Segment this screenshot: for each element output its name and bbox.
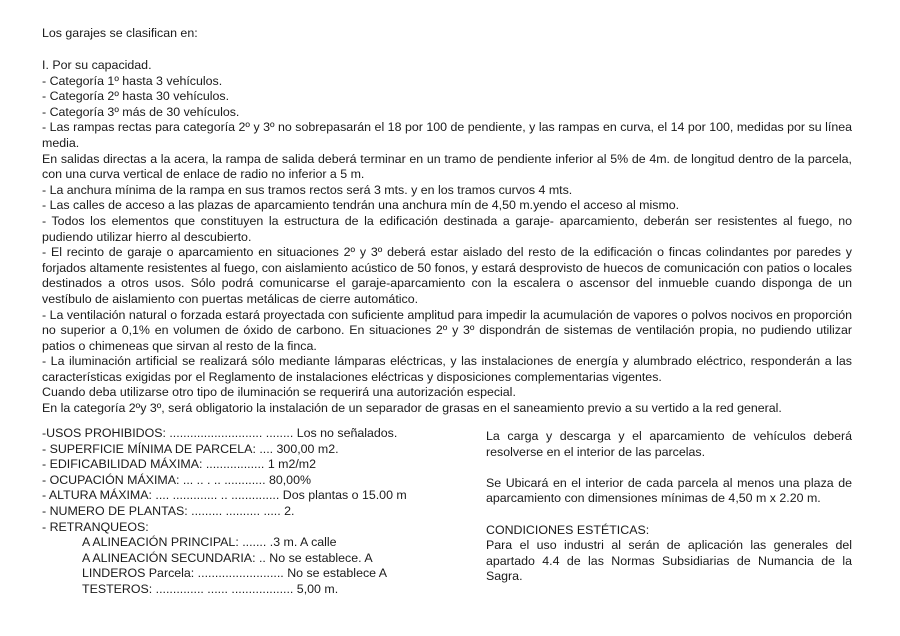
body-line: - Las calles de acceso a las plazas de aparcamiento tendrán una anchura mín de 4,50 m.yendo el acceso al mismo. xyxy=(42,198,680,213)
aesthetic-body: Para el uso industri al serán de aplicación las generales del apartado 4.4 de las Normas Subsidiarias de Numancia de la Sagra. xyxy=(486,538,852,584)
aesthetic-conditions xyxy=(486,523,852,585)
body-line: En salidas directas a la acera, la rampa de salida deberá terminar en un tramo de pendiente inferior al 5% de 4m. de longitud dentro de la parcela, con una curva vertical de enlace de radio no inferior a 5 m. xyxy=(42,151,852,182)
intro-heading: Los garajes se clasifican en: xyxy=(42,26,198,40)
body-line: - La anchura mínima de la rampa en sus tramos rectos será 3 mts. y en los tramos curvos 4 mts. xyxy=(42,182,573,197)
parameter-item: - EDIFICABILIDAD MÁXIMA: ................. 1 m2/m2 xyxy=(42,457,317,472)
parameter-item: - OCUPACIÓN MÁXIMA: ... .. . .. ............ 80,00% xyxy=(42,472,311,487)
conditions-column xyxy=(486,429,852,585)
body-line: - Todos los elementos que constituyen la estructura de la edificación destinada a garaje- aparcamiento, deberán ser resistentes al fuego, no pudiendo utilizar hierro al descubierto. xyxy=(42,213,852,244)
garage-regulations-body xyxy=(42,58,852,417)
parameter-item: -USOS PROHIBIDOS: ........................... ........ Los no señalados. xyxy=(42,426,398,440)
body-line: En la categoría 2ºy 3º, será obligatorio la instalación de un separador de grasas en el saneamiento previo a su vertido a la red general. xyxy=(42,401,782,416)
parameter-item: - RETRANQUEOS: xyxy=(42,519,149,534)
body-line: - Categoría 2º hasta 30 vehículos. xyxy=(42,89,230,104)
body-line: - Las rampas rectas para categoría 2º y 3º no sobrepasarán el 18 por 100 de pendiente, y las rampas en curva, el 14 por 100, medidas por su línea media. xyxy=(42,120,852,150)
parameter-item: - SUPERFICIE MÍNIMA DE PARCELA: .... 300,00 m2. xyxy=(42,441,339,456)
body-line: - La iluminación artificial se realizará sólo mediante lámparas eléctricas, y las instalaciones de energía y alumbrado eléctrico, responderán a las características exigidas por el Reglamento de instalaciones eléctricas y disposiciones complementarias vigentes. xyxy=(42,354,852,384)
retranqueo-item: A ALINEACIÓN SECUNDARIA: .. No se establece. A xyxy=(82,550,373,565)
parameters-list xyxy=(42,426,442,598)
body-line: - La ventilación natural o forzada estará proyectada con suficiente amplitud para impedir la acumulación de vapores o polvos nocivos en proporción no superior a 0,1% en volumen de óxido de carbono. En situaciones 2º y 3º dispondrán de sistemas de ventilación propia, no pudiendo utilizar patios o chimeneas que sirvan al resto de la finca. xyxy=(42,307,852,353)
retranqueo-item: LINDEROS Parcela: ......................... No se establece A xyxy=(82,566,388,581)
body-line: I. Por su capacidad. xyxy=(42,58,152,72)
body-line: - El recinto de garaje o aparcamiento en situaciones 2º y 3º deberá estar aislado del resto de la edificación o fincas colindantes por paredes y forjados altamente resistentes al fuego, con aislamiento acústico de 50 fonos, y estará desprovisto de huecos de comunicación con patios o locales destinados a otros usos. Sólo podrá comunicarse el garaje-aparcamiento con la escalera o ascensor del inmueble cuando disponga de un vestíbulo de aislamiento con puertas metálicas de cierre automático. xyxy=(42,245,852,306)
body-line: - Categoría 3º más de 30 vehículos. xyxy=(42,104,240,119)
body-line: - Categoría 1º hasta 3 vehículos. xyxy=(42,73,223,88)
retranqueo-item: A ALINEACIÓN PRINCIPAL: ....... .3 m. A calle xyxy=(82,535,337,550)
parameter-item: - NUMERO DE PLANTAS: ......... .......... ..... 2. xyxy=(42,503,295,518)
aesthetic-title: CONDICIONES ESTÉTICAS: xyxy=(486,522,650,537)
parking-paragraph: Se Ubicará en el interior de cada parcela al menos una plaza de aparcamiento con dimensiones mínimas de 4,50 m x 2.20 m. xyxy=(486,475,852,506)
parameter-item: - ALTURA MÁXIMA: .... ............. .. .............. Dos plantas o 15.00 m xyxy=(42,488,407,503)
loading-paragraph: La carga y descarga y el aparcamiento de vehículos deberá resolverse en el interior de las parcelas. xyxy=(486,429,852,459)
retranqueo-item: TESTEROS: .............. ...... .................. 5,00 m. xyxy=(82,581,339,596)
body-line: Cuando deba utilizarse otro tipo de iluminación se requerirá una autorización especial. xyxy=(42,385,516,400)
retranqueos-sublist xyxy=(42,535,442,597)
